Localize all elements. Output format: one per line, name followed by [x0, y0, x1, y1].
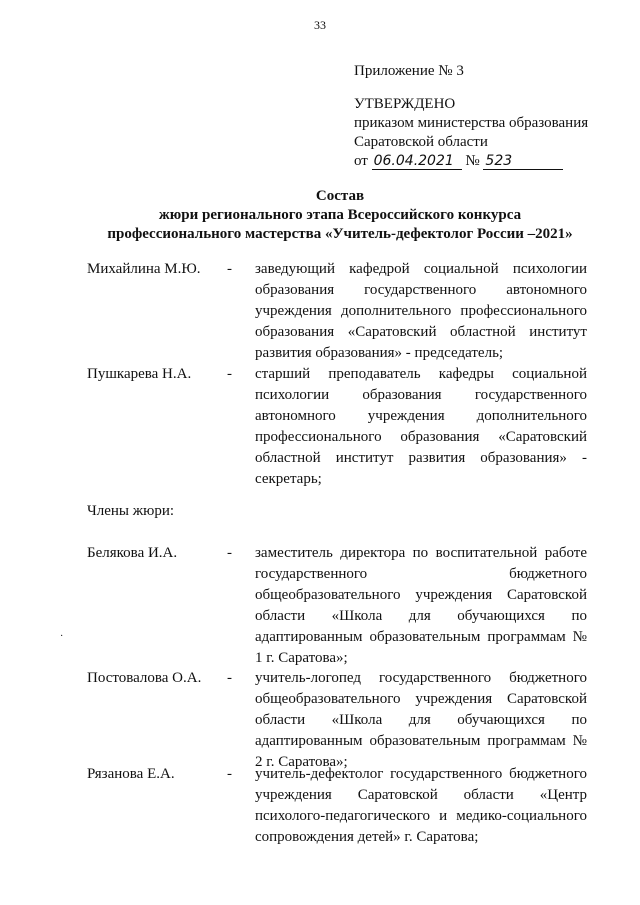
member-name: Рязанова Е.А.	[87, 766, 175, 782]
member-name: Пушкарева Н.А.	[87, 366, 192, 382]
order-date-line	[354, 152, 588, 171]
order-date-handwritten: 06.04.2021	[372, 153, 462, 170]
approval-order-line: приказом министерства образования	[354, 115, 589, 131]
member-dash: -	[227, 545, 232, 561]
title-line-composition: Состав	[315, 188, 365, 204]
member-dash: -	[227, 670, 232, 686]
jury-entry-chair	[87, 259, 587, 364]
member-name: Белякова И.А.	[87, 545, 178, 561]
appendix-title: Приложение № 3	[354, 63, 464, 79]
member-role: заместитель директора по воспитательной работе государственного бюджетного общеобразовательного учреждения Саратовской области «Школа для обучающихся по адаптированным образовательным программам № 1 г. Саратова»;	[255, 545, 587, 666]
jury-entry-member	[87, 764, 587, 848]
jury-entry-member	[87, 668, 587, 773]
jury-entry-member	[87, 543, 587, 669]
member-role: учитель-логопед государственного бюджетного общеобразовательного учреждения Саратовской области «Школа для обучающихся по адаптированным образовательным программам № 2 г. Саратова»;	[255, 670, 587, 770]
member-dash: -	[227, 366, 232, 382]
jury-entry-secretary	[87, 364, 587, 490]
members-section-label: Члены жюри:	[87, 503, 175, 519]
member-dash: -	[227, 766, 232, 782]
page-number: 33	[314, 18, 326, 32]
member-dash: -	[227, 261, 232, 277]
member-name: Михайлина М.Ю.	[87, 261, 201, 277]
member-role: старший преподаватель кафедры социальной психологии образования государственного автономного учреждения дополнительного профессионального образования «Саратовский областной институт развития образования» - секретарь;	[255, 366, 587, 487]
member-role: учитель-дефектолог государственного бюджетного учреждения Саратовской области «Центр психолого-педагогического и медико-социального сопровождения детей» г. Саратова;	[255, 766, 587, 845]
number-prefix: №	[465, 153, 480, 169]
title-line-jury: жюри регионального этапа Всероссийского конкурса	[158, 207, 522, 223]
order-number-handwritten: 523	[483, 153, 563, 170]
document-title	[60, 187, 620, 244]
approved-stamp-text: УТВЕРЖДЕНО	[354, 96, 456, 112]
approval-block	[354, 62, 588, 171]
margin-mark: ·	[60, 631, 64, 642]
member-role: заведующий кафедрой социальной психологии образования государственного автономного учреждения дополнительного профессионального образования «Саратовский областной институт развития образования» - председатель;	[255, 261, 587, 361]
member-name: Постовалова О.А.	[87, 670, 202, 686]
date-prefix: от	[354, 153, 368, 169]
title-line-contest: профессионального мастерства «Учитель-дефектолог России –2021»	[107, 226, 573, 242]
approval-region-line: Саратовской области	[354, 134, 488, 150]
